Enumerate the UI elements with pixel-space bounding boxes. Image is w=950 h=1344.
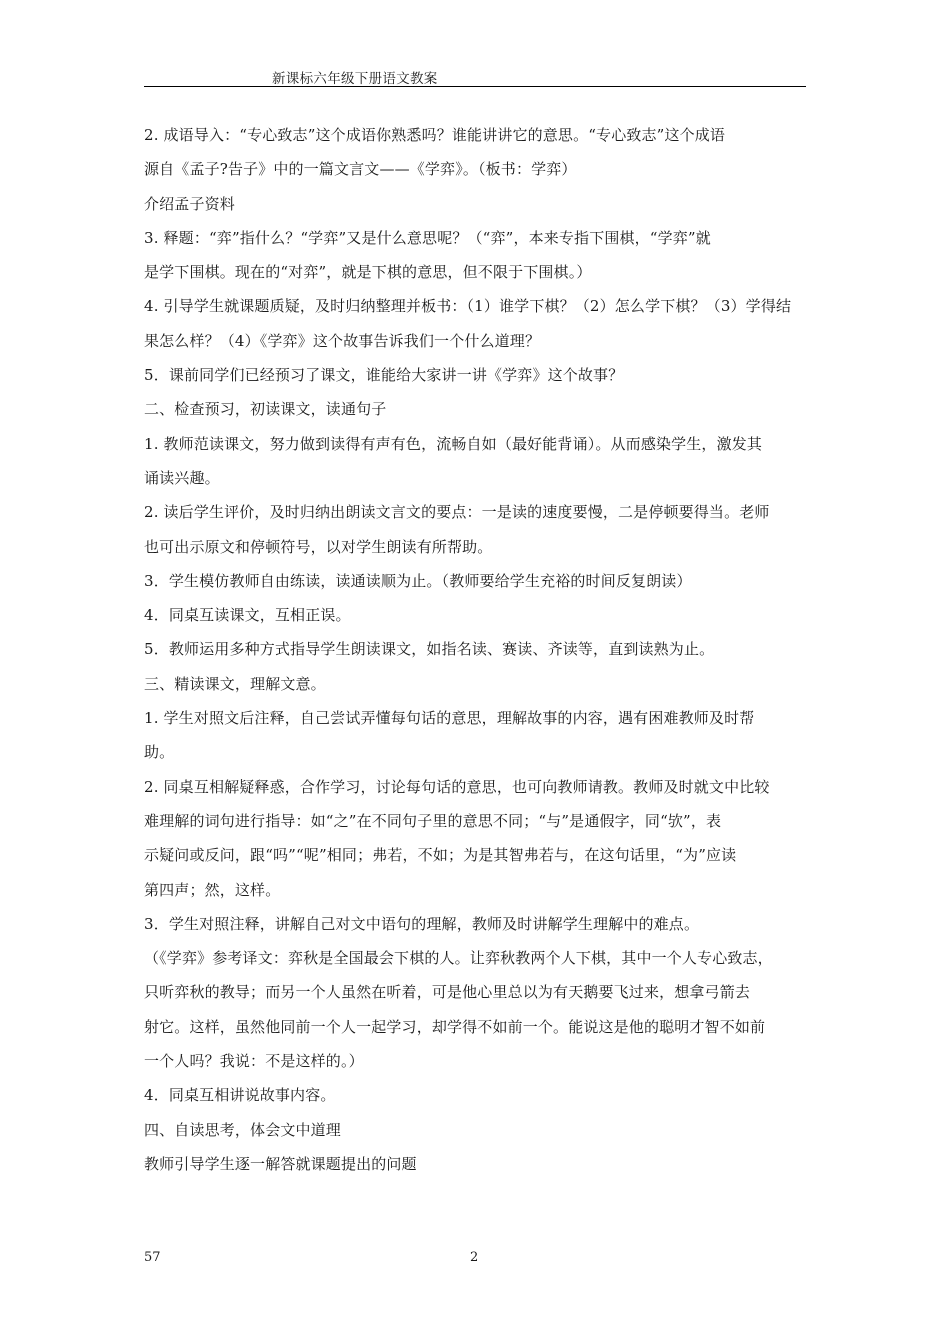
text-line: 3．学生对照注释，讲解自己对文中语句的理解，教师及时讲解学生理解中的难点。 [144,914,700,933]
text-line: 3. 释题：“弈”指什么？“学弈”又是什么意思呢？（“弈”，本来专指下围棋，“学弈”就 [144,228,711,247]
text-line: （《学弈》参考译文：弈秋是全国最会下棋的人。让弈秋教两个人下棋，其中一个人专心致志， [144,949,773,968]
section-heading: 二、检查预习，初读课文，读通句子 [144,400,387,419]
text-line: 1. 学生对照文后注释，自己尝试弄懂每句话的意思，理解故事的内容，遇有困难教师及时帮 [144,709,755,728]
text-line: 2. 同桌互相解疑释惑，合作学习，讨论每句话的意思，也可向教师请教。教师及时就文中比较 [144,777,770,796]
text-line: 介绍孟子资料 [144,194,235,213]
text-line: 4．同桌互相讲说故事内容。 [144,1086,336,1105]
text-line: 助。 [144,743,175,762]
section-heading: 三、精读课文，理解文意。 [144,674,326,693]
text-line: 3．学生模仿教师自由练读，读通读顺为止。（教师要给学生充裕的时间反复朗读） [144,571,692,590]
text-line: 难理解的词句进行指导：如“之”在不同句子里的意思不同；“与”是通假字，同“欤”，表 [144,811,722,830]
text-line: 4. 引导学生就课题质疑，及时归纳整理并板书：（1）谁学下棋？（2）怎么学下棋？（3）学得结 [144,297,792,316]
text-line: 5．课前同学们已经预习了课文，谁能给大家讲一讲《学弈》这个故事？ [144,366,624,385]
text-line: 射它。这样，虽然他同前一个人一起学习，却学得不如前一个。能说这是他的聪明才智不如前 [144,1017,766,1036]
text-line: 5．教师运用多种方式指导学生朗读课文，如指名读、赛读、齐读等，直到读熟为止。 [144,640,715,659]
text-line: 果怎么样？（4）《学弈》这个故事告诉我们一个什么道理？ [144,331,541,350]
text-line: 源自《孟子?告子》中的一篇文言文——《学弈》。（板书：学弈） [144,160,577,179]
text-line: 也可出示原文和停顿符号，以对学生朗读有所帮助。 [144,537,493,556]
text-line: 示疑问或反问，跟“吗”“呢”相同；弗若，不如；为是其智弗若与，在这句话里，“为”应读 [144,846,737,865]
text-line: 教师引导学生逐一解答就课题提出的问题 [144,1154,417,1173]
text-line: 4．同桌互读课文，互相正误。 [144,606,351,625]
text-line: 一个人吗？我说：不是这样的。） [144,1052,364,1071]
text-line: 是学下围棋。现在的“对弈”，就是下棋的意思，但不限于下围棋。） [144,263,592,282]
section-heading: 四、自读思考，体会文中道理 [144,1120,341,1139]
text-line: 只听弈秋的教导；而另一个人虽然在听着，可是他心里总以为有天鹅要飞过来，想拿弓箭去 [144,983,751,1002]
text-line: 2. 成语导入：“专心致志”这个成语你熟悉吗？谁能讲讲它的意思。“专心致志”这个成语 [144,126,726,144]
text-line: 第四声；然，这样。 [144,880,281,899]
text-line: 诵读兴趣。 [144,468,220,487]
document-body [144,118,812,1181]
page-header [144,0,806,87]
header-title: 新课标六年级下册语文教案 [272,71,438,87]
footer-left-number: 57 [144,1250,161,1265]
text-line: 2. 读后学生评价，及时归纳出朗读文言文的要点：一是读的速度要慢，二是停顿要得当。老师 [144,503,770,522]
page-number: 2 [470,1250,479,1265]
text-line: 1. 教师范读课文，努力做到读得有声有色，流畅自如（最好能背诵）。从而感染学生，激发其 [144,434,763,453]
